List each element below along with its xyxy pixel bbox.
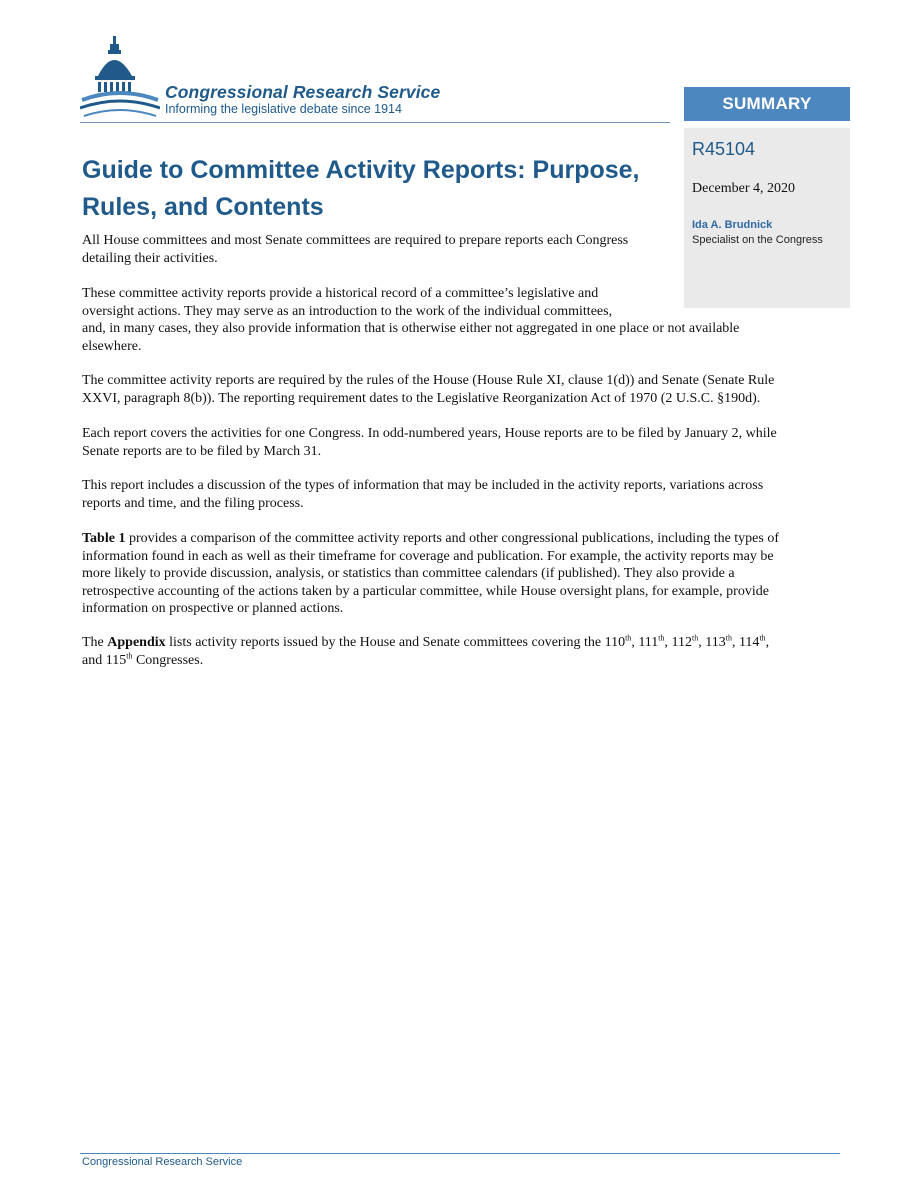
table-1-reference: Table 1	[82, 531, 126, 546]
paragraph-line: information found in each as well as their timeframe for coverage and publication. For example, the activity reports may be	[82, 548, 774, 564]
congress-number: 115	[105, 652, 127, 668]
ordinal-suffix: th	[625, 633, 632, 643]
paragraph-line: Each report covers the activities for one Congress. In odd-numbered years, House reports are to be filed by January 2, while	[82, 426, 777, 441]
org-tagline: Informing the legislative debate since 1914	[165, 102, 402, 116]
paragraph-line: retrospective accounting of the actions taken by a particular committee, while House oversight plans, for example, provide	[82, 583, 769, 599]
paragraph-line: Senate reports are to be filed by March 31.	[82, 443, 322, 459]
separator: ,	[698, 635, 706, 650]
paragraph-line: more likely to provide discussion, analysis, or statistics than committee calendars (if published). They also provide a	[82, 566, 735, 581]
paragraph-2	[82, 285, 739, 355]
report-id: R45104	[692, 139, 756, 159]
ordinal-suffix: th	[658, 633, 665, 643]
paragraph-7	[82, 634, 769, 669]
separator: ,	[731, 635, 739, 650]
footer-divider	[80, 1153, 840, 1154]
paragraph-line: and, in many cases, they also provide information that is otherwise either not aggregated in one place or not available	[82, 321, 740, 336]
paragraph-line: elsewhere.	[82, 338, 142, 354]
ordinal-suffix: th	[126, 650, 133, 660]
paragraph-line: These committee activity reports provide a historical record of a committee’s legislative and	[82, 286, 599, 301]
paragraph-line: reports and time, and the filing process.	[82, 495, 304, 511]
paragraph-line: XXVI, paragraph 8(b)). The reporting requirement dates to the Legislative Reorganization Act of 1970 (2 U.S.C. §190d).	[82, 390, 761, 406]
separator: ,	[664, 635, 672, 650]
paragraph-line: oversight actions. They may serve as an introduction to the work of the individual committees,	[82, 303, 613, 319]
paragraph-line: The committee activity reports are required by the rules of the House (House Rule XI, clause 1(d)) and Senate (Senate Rule	[82, 373, 775, 388]
capitol-dome-icon	[80, 34, 160, 124]
appendix-reference: Appendix	[107, 635, 166, 650]
paragraph-text: The	[82, 635, 108, 650]
org-name: Congressional Research Service	[165, 82, 441, 102]
paragraph-6	[82, 530, 779, 618]
title-line-1: Guide to Committee Activity Reports: Purpose,	[82, 156, 640, 184]
congress-number: 110	[604, 635, 626, 650]
page-title	[82, 152, 682, 226]
report-date: December 4, 2020	[692, 181, 796, 196]
paragraph-3	[82, 372, 774, 407]
ordinal-suffix: th	[692, 633, 699, 643]
author-title: Specialist on the Congress	[692, 234, 823, 246]
paragraph-text: Congresses.	[132, 652, 204, 668]
ordinal-suffix: th	[725, 633, 732, 643]
header-divider	[80, 122, 670, 123]
footer-text: Congressional Research Service	[82, 1156, 243, 1168]
title-line-2: Rules, and Contents	[82, 193, 324, 221]
paragraph-1	[82, 232, 628, 267]
author-name: Ida A. Brudnick	[692, 219, 773, 231]
paragraph-line: detailing their activities.	[82, 250, 218, 266]
congress-number: 111	[638, 635, 659, 650]
crs-logo	[80, 34, 680, 124]
paragraph-line: This report includes a discussion of the types of information that may be included in the activity reports, variations across	[82, 478, 764, 493]
separator: ,	[631, 635, 639, 650]
congress-number: 113	[705, 635, 726, 650]
paragraph-text: and	[82, 652, 106, 668]
summary-heading: SUMMARY	[684, 87, 850, 121]
paragraph-4	[82, 425, 777, 460]
ordinal-suffix: th	[759, 633, 766, 643]
congress-number: 114	[738, 635, 760, 650]
paragraph-text: lists activity reports issued by the House and Senate committees covering the	[165, 635, 605, 650]
congress-number: 112	[671, 635, 692, 650]
paragraph-line: All House committees and most Senate committees are required to prepare reports each Congress	[82, 233, 629, 248]
paragraph-line: information on prospective or planned actions.	[82, 601, 344, 616]
separator: ,	[765, 635, 770, 650]
paragraph-5	[82, 477, 763, 512]
paragraph-line: provides a comparison of the committee activity reports and other congressional publications, including the types of	[125, 531, 780, 546]
